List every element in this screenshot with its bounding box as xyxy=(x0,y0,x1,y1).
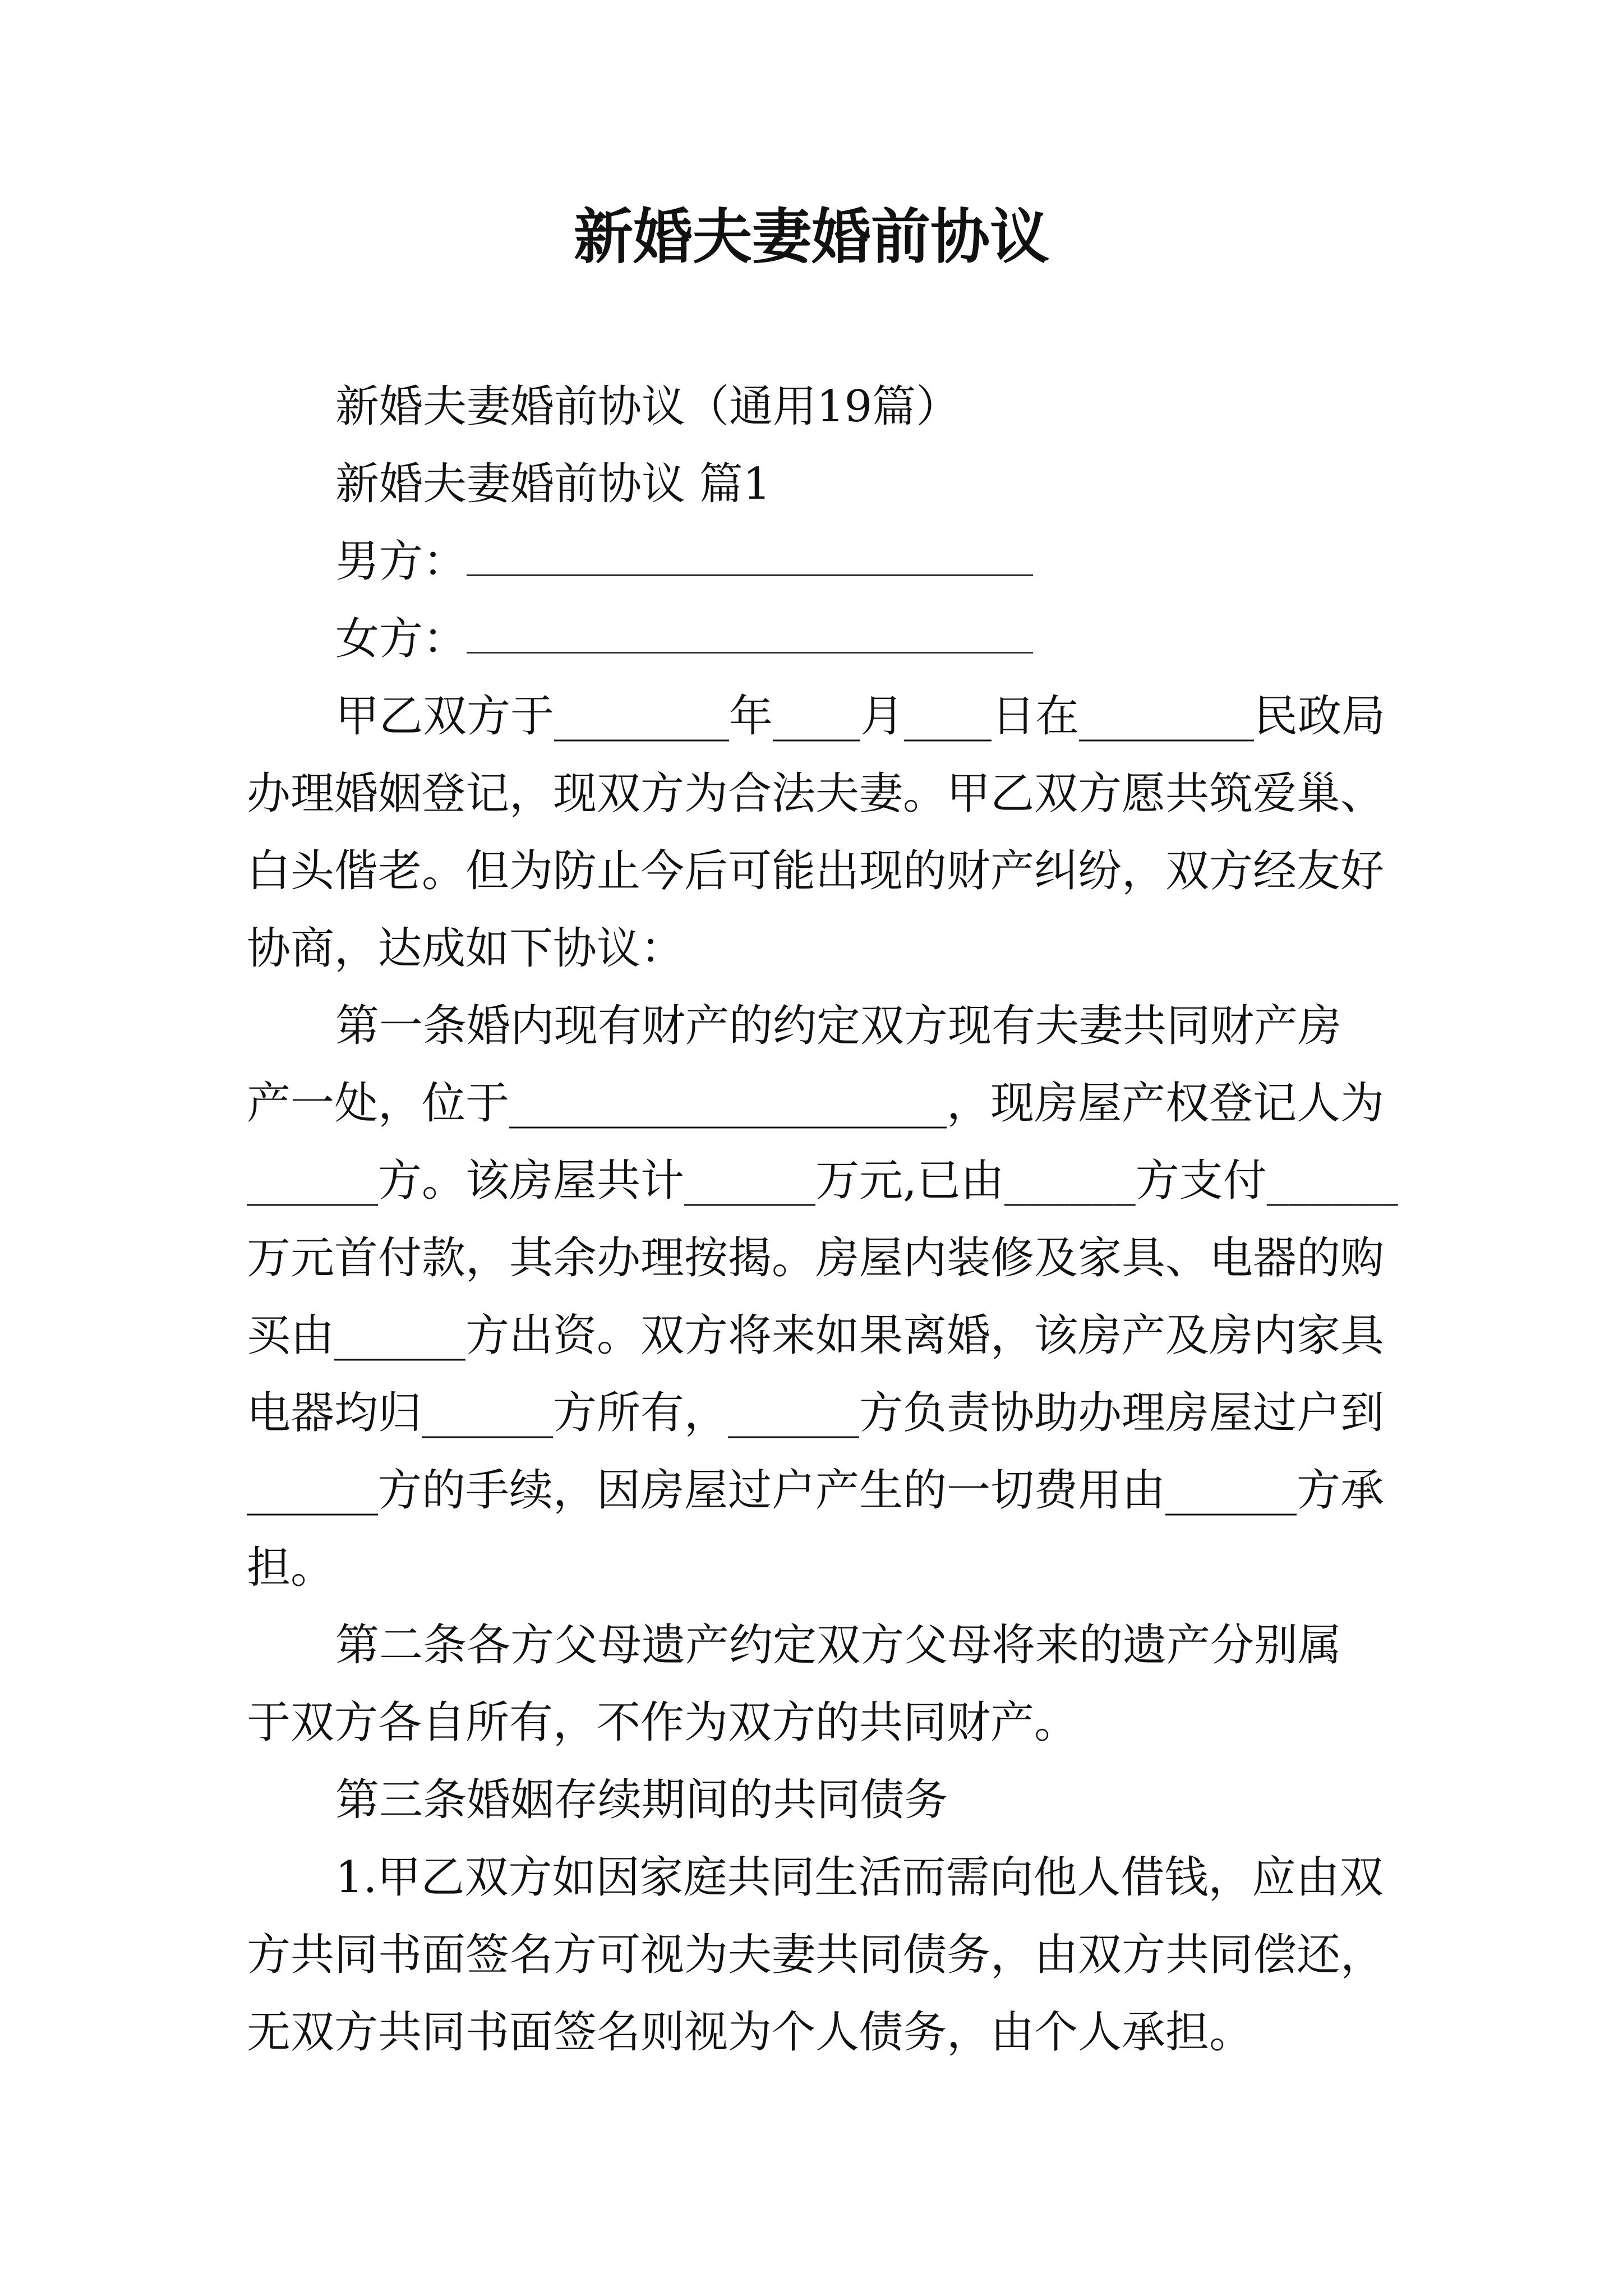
paragraph-line: 无双方共同书面签名则视为个人债务，由个人承担。 xyxy=(247,2007,1253,2058)
paragraph-line: 第一条婚内现有财产的约定双方现有夫妻共同财产房 xyxy=(335,1001,1342,1051)
article-heading: 第三条婚姻存续期间的共同债务 xyxy=(335,1775,948,1825)
paragraph-line: 电器均归______方所有，______方负责协助办理房屋过户到 xyxy=(247,1388,1385,1438)
male-party-label: 男方： xyxy=(335,536,467,587)
paragraph-line: 办理婚姻登记，现双方为合法夫妻。甲乙双方愿共筑爱巢、 xyxy=(247,769,1385,819)
female-party-blank xyxy=(467,613,1033,654)
paragraph-line: 万元首付款，其余办理按揭。房屋内装修及家具、电器的购 xyxy=(247,1233,1385,1283)
paragraph-line: 第二条各方父母遗产约定双方父母将来的遗产分别属 xyxy=(335,1620,1342,1671)
paragraph-line: 白头偕老。但为防止今后可能出现的财产纠纷，双方经友好 xyxy=(247,846,1385,896)
female-party-label: 女方： xyxy=(335,614,467,664)
male-party-row xyxy=(335,531,1033,592)
paragraph-line: 1.甲乙双方如因家庭共同生活而需向他人借钱，应由双 xyxy=(335,1852,1384,1903)
paragraph-line: 协商，达成如下协议： xyxy=(247,923,685,974)
paragraph-line: 方共同书面签名方可视为夫妻共同债务，由双方共同偿还， xyxy=(247,1930,1385,1980)
paragraph-line: ______方的手续，因房屋过户产生的一切费用由______方承 xyxy=(247,1465,1385,1516)
subtitle-line: 新婚夫妻婚前协议（通用19篇） xyxy=(335,381,960,432)
female-party-row xyxy=(335,608,1033,670)
paragraph-line: 甲乙双方于________年____月____日在________民政局 xyxy=(335,691,1386,742)
paragraph-line: 买由______方出资。双方将来如果离婚，该房产及房内家具 xyxy=(247,1310,1385,1361)
paragraph-line: 于双方各自所有，不作为双方的共同财产。 xyxy=(247,1697,1078,1748)
male-party-blank xyxy=(467,535,1033,576)
paragraph-line: 产一处，位于____________________，现房屋产权登记人为 xyxy=(247,1078,1385,1129)
document-title: 新婚夫妻婚前协议 xyxy=(574,201,1049,272)
section-heading: 新婚夫妻婚前协议 篇1 xyxy=(335,459,771,509)
paragraph-line: 担。 xyxy=(247,1543,335,1593)
paragraph-line: ______方。该房屋共计______万元,已由______方支付______ xyxy=(247,1156,1398,1206)
